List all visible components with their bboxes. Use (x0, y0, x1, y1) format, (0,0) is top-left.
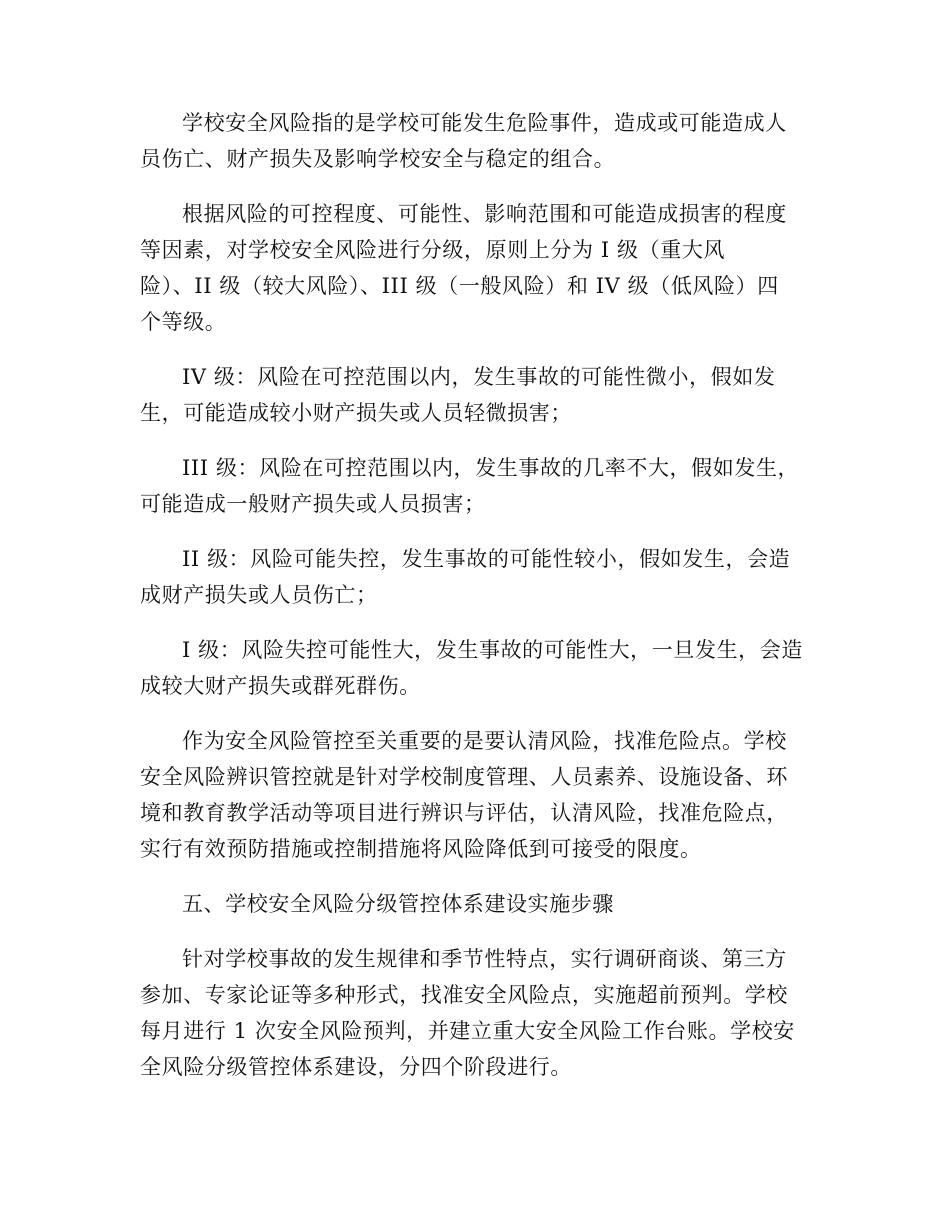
paragraph-risk-control (140, 723, 812, 867)
text-line: 可能造成一般财产损失或人员损害； (140, 492, 486, 516)
paragraph-level-iv (140, 359, 812, 431)
section-heading: 五、学校安全风险分级管控体系建设实施步骤 (182, 892, 614, 916)
text-line: II 级：风险可能失控，发生事故的可能性较小，假如发生，会造 (182, 547, 791, 571)
text-line: IV 级：风险在可控范围以内，发生事故的可能性微小，假如发 (182, 365, 776, 389)
text-line: 等因素，对学校安全风险进行分级，原则上分为 I 级（重大风 (140, 238, 726, 262)
text-line: 作为安全风险管控至关重要的是要认清风险，找准危险点。学校 (182, 729, 787, 753)
text-line: 境和教育教学活动等项目进行辨识与评估，认清风险，找准危险点， (140, 801, 788, 825)
text-line: 险）、II 级（较大风险）、III 级（一般风险）和 IV 级（低风险）四 (140, 274, 779, 298)
text-line: 实行有效预防措施或控制措施将风险降低到可接受的限度。 (140, 837, 702, 861)
paragraph-implementation (140, 941, 812, 1085)
text-line: 每月进行 1 次安全风险预判，并建立重大安全风险工作台账。学校安 (140, 1019, 795, 1043)
text-line: 员伤亡、财产损失及影响学校安全与稳定的组合。 (140, 147, 616, 171)
paragraph-level-i (140, 632, 812, 704)
text-line: 个等级。 (140, 310, 227, 334)
text-line: I 级：风险失控可能性大，发生事故的可能性大，一旦发生，会造 (182, 638, 803, 662)
text-line: 全风险分级管控体系建设，分四个阶段进行。 (140, 1055, 572, 1079)
paragraph-risk-definition (140, 105, 812, 177)
paragraph-risk-grading (140, 196, 812, 340)
paragraph-level-ii (140, 541, 812, 613)
text-line: 成财产损失或人员伤亡； (140, 583, 378, 607)
paragraph-level-iii (140, 450, 812, 522)
text-line: 学校安全风险指的是学校可能发生危险事件，造成或可能造成人 (182, 111, 787, 135)
text-line: 安全风险辨识管控就是针对学校制度管理、人员素养、设施设备、环 (140, 765, 788, 789)
text-line: 成较大财产损失或群死群伤。 (140, 674, 421, 698)
text-line: 参加、专家论证等多种形式，找准安全风险点，实施超前预判。学校 (140, 983, 788, 1007)
text-line: 根据风险的可控程度、可能性、影响范围和可能造成损害的程度 (182, 202, 787, 226)
text-line: 针对学校事故的发生规律和季节性特点，实行调研商谈、第三方 (182, 947, 787, 971)
text-line: 生，可能造成较小财产损失或人员轻微损害； (140, 401, 572, 425)
text-line: III 级：风险在可控范围以内，发生事故的几率不大，假如发生， (182, 456, 800, 480)
